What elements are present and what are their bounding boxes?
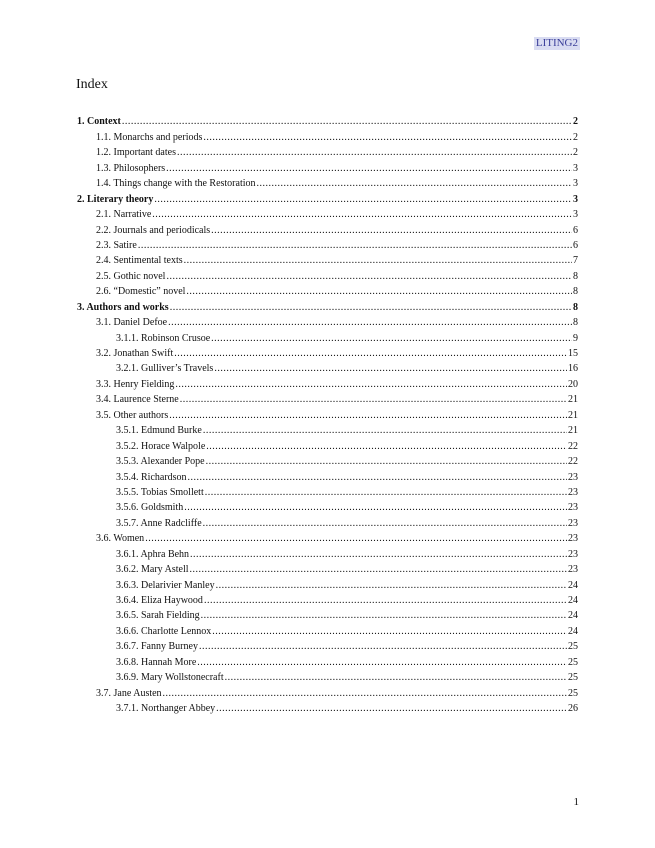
toc-entry-page-number: 8 xyxy=(573,301,578,313)
toc-entry-page-number: 8 xyxy=(573,317,578,329)
toc-entry-page-number: 16 xyxy=(568,363,578,375)
toc-dot-leader xyxy=(257,178,572,190)
toc-entry[interactable] xyxy=(77,391,578,406)
toc-dot-leader xyxy=(184,255,572,267)
toc-entry[interactable] xyxy=(77,113,578,128)
toc-entry-page-number: 3 xyxy=(573,193,578,205)
toc-dot-leader xyxy=(188,472,567,484)
toc-dot-leader xyxy=(201,610,567,622)
toc-dot-leader xyxy=(184,502,567,514)
toc-entry-page-number: 23 xyxy=(568,502,578,514)
toc-entry-title: 3.1. Daniel Defoe xyxy=(96,317,168,329)
toc-entry-title: 3.6.3. Delarivier Manley xyxy=(116,579,215,591)
toc-entry-title: 3.5. Other authors xyxy=(96,409,169,421)
toc-entry[interactable] xyxy=(77,345,578,360)
toc-entry[interactable] xyxy=(77,159,578,174)
toc-entry-page-number: 24 xyxy=(568,610,578,622)
toc-entry-title: 3.6.8. Hannah More xyxy=(116,656,197,668)
toc-entry[interactable] xyxy=(77,561,578,576)
toc-dot-leader xyxy=(169,410,567,422)
toc-entry-page-number: 24 xyxy=(568,579,578,591)
toc-dot-leader xyxy=(166,163,572,175)
toc-dot-leader xyxy=(163,688,567,700)
toc-dot-leader xyxy=(190,564,568,576)
toc-entry[interactable] xyxy=(77,267,578,282)
toc-entry-title: 3.6.5. Sarah Fielding xyxy=(116,610,200,622)
toc-entry-title: 3.6.6. Charlotte Lennox xyxy=(116,625,212,637)
header-tag: LITING2 xyxy=(535,37,578,49)
toc-dot-leader xyxy=(175,379,567,391)
toc-entry-page-number: 22 xyxy=(568,456,578,468)
toc-entry[interactable] xyxy=(77,684,578,699)
page-number: 1 xyxy=(573,796,579,808)
toc-entry-title: 3.2. Jonathan Swift xyxy=(96,348,174,359)
toc-entry-title: 3.7.1. Northanger Abbey xyxy=(116,703,216,715)
toc-entry-page-number: 23 xyxy=(568,533,578,545)
toc-entry-page-number: 3 xyxy=(573,209,578,221)
toc-entry[interactable] xyxy=(77,592,578,607)
toc-entry[interactable] xyxy=(77,700,578,715)
toc-entry-title: 1.2. Important dates xyxy=(96,147,176,159)
toc-entry-title: 3.6.7. Fanny Burney xyxy=(116,641,198,653)
page-title: Index xyxy=(76,77,108,92)
toc-entry-page-number: 25 xyxy=(568,656,578,668)
toc-entry[interactable] xyxy=(77,653,578,668)
toc-entry[interactable] xyxy=(77,545,578,560)
toc-dot-leader xyxy=(152,209,572,221)
toc-dot-leader xyxy=(122,116,572,128)
toc-dot-leader xyxy=(206,441,567,453)
toc-entry[interactable] xyxy=(77,190,578,205)
toc-entry[interactable] xyxy=(77,221,578,236)
toc-entry-title: 2.1. Narrative xyxy=(96,209,152,221)
toc-entry[interactable] xyxy=(77,329,578,344)
toc-dot-leader xyxy=(206,456,567,468)
toc-entry-page-number: 25 xyxy=(568,687,578,699)
toc-entry-title: 1.1. Monarchs and periods xyxy=(96,131,203,143)
toc-entry-title: 2. Literary theory xyxy=(77,193,154,205)
toc-entry-page-number: 23 xyxy=(568,486,578,498)
toc-dot-leader xyxy=(214,363,567,375)
toc-entry-page-number: 3 xyxy=(573,162,578,174)
toc-entry[interactable] xyxy=(77,669,578,684)
toc-entry-page-number: 7 xyxy=(573,255,578,267)
toc-dot-leader xyxy=(203,132,572,144)
toc-entry-page-number: 9 xyxy=(573,332,578,344)
toc-entry-page-number: 23 xyxy=(568,564,578,576)
toc-entry-title: 3.7. Jane Austen xyxy=(96,687,162,699)
toc-entry-page-number: 6 xyxy=(573,224,578,236)
toc-entry[interactable] xyxy=(77,437,578,452)
toc-entry-title: 3.5.7. Anne Radcliffe xyxy=(116,517,202,529)
toc-entry-page-number: 25 xyxy=(568,641,578,653)
toc-entry-page-number: 15 xyxy=(568,348,578,359)
toc-entry[interactable] xyxy=(77,175,578,190)
toc-entry-page-number: 20 xyxy=(568,378,578,390)
toc-entry[interactable] xyxy=(77,499,578,514)
toc-entry-title: 3.2.1. Gulliver’s Travels xyxy=(116,363,214,375)
toc-dot-leader xyxy=(205,487,567,499)
toc-dot-leader xyxy=(203,425,567,437)
toc-entry-title: 3.5.5. Tobias Smollett xyxy=(116,486,204,498)
toc-dot-leader xyxy=(166,271,572,283)
toc-entry[interactable] xyxy=(77,484,578,499)
toc-entry-page-number: 21 xyxy=(568,394,578,406)
toc-entry-page-number: 24 xyxy=(568,595,578,606)
toc-entry[interactable] xyxy=(77,406,578,421)
toc-dot-leader xyxy=(170,302,572,314)
toc-dot-leader xyxy=(154,194,572,206)
toc-entry-title: 3.1.1. Robinson Crusoe xyxy=(116,332,211,344)
toc-entry[interactable] xyxy=(77,237,578,252)
toc-entry[interactable] xyxy=(77,622,578,637)
toc-entry-page-number: 25 xyxy=(568,672,578,684)
toc-entry-title: 2.2. Journals and periodicals xyxy=(96,224,211,236)
toc-entry-title: 2.6. “Domestic” novel xyxy=(96,286,186,298)
toc-dot-leader xyxy=(225,672,567,684)
toc-dot-leader xyxy=(168,317,572,329)
toc-entry-title: 3.5.1. Edmund Burke xyxy=(116,425,202,437)
toc-entry-page-number: 23 xyxy=(568,548,578,560)
toc-entry-title: 3.5.4. Richardson xyxy=(116,471,187,483)
toc-entry-page-number: 3 xyxy=(573,178,578,190)
toc-entry[interactable] xyxy=(77,638,578,653)
toc-entry-page-number: 8 xyxy=(573,286,578,298)
toc-entry[interactable] xyxy=(77,514,578,529)
toc-dot-leader xyxy=(177,147,572,159)
toc-entry-page-number: 23 xyxy=(568,471,578,483)
toc-dot-leader xyxy=(180,394,567,406)
toc-entry[interactable] xyxy=(77,453,578,468)
toc-entry[interactable] xyxy=(77,360,578,375)
toc-entry-title: 3.6.4. Eliza Haywood xyxy=(116,595,203,606)
toc-entry-title: 1.4. Things change with the Restoration xyxy=(96,178,256,190)
toc-entry-title: 2.5. Gothic novel xyxy=(96,270,166,282)
toc-entry-page-number: 24 xyxy=(568,625,578,637)
toc-entry-title: 3.5.3. Alexander Pope xyxy=(116,456,205,468)
toc-entry[interactable] xyxy=(77,576,578,591)
toc-entry[interactable] xyxy=(77,283,578,298)
toc-dot-leader xyxy=(211,225,572,237)
toc-entry-page-number: 23 xyxy=(568,517,578,529)
toc-entry[interactable] xyxy=(77,375,578,390)
toc-dot-leader xyxy=(186,286,572,298)
toc-entry-title: 1. Context xyxy=(77,116,121,128)
toc-entry-title: 3.3. Henry Fielding xyxy=(96,378,175,390)
toc-dot-leader xyxy=(197,657,567,669)
toc-dot-leader xyxy=(212,626,567,638)
toc-entry-page-number: 2 xyxy=(573,116,578,128)
toc-entry[interactable] xyxy=(77,144,578,159)
toc-entry-title: 3.6.1. Aphra Behn xyxy=(116,548,190,560)
toc-entry[interactable] xyxy=(77,298,578,313)
toc-dot-leader xyxy=(199,641,567,653)
toc-entry-page-number: 26 xyxy=(568,703,578,715)
toc-dot-leader xyxy=(216,580,567,592)
toc-entry-page-number: 8 xyxy=(573,270,578,282)
toc-dot-leader xyxy=(190,549,567,561)
toc-dot-leader xyxy=(174,348,567,360)
toc-entry-title: 3.5.6. Goldsmith xyxy=(116,502,184,514)
toc-entry-title: 1.3. Philosophers xyxy=(96,162,166,174)
toc-entry-page-number: 2 xyxy=(573,131,578,143)
toc-dot-leader xyxy=(216,703,567,715)
toc-entry-title: 3.6.9. Mary Wollstonecraft xyxy=(116,672,224,684)
toc-entry[interactable] xyxy=(77,206,578,221)
toc-entry-title: 3.5.2. Horace Walpole xyxy=(116,440,206,452)
toc-entry-title: 3.4. Laurence Sterne xyxy=(96,394,179,406)
toc-entry[interactable] xyxy=(77,468,578,483)
toc-dot-leader xyxy=(138,240,572,252)
toc-entry-page-number: 6 xyxy=(573,239,578,251)
toc-entry-page-number: 2 xyxy=(573,147,578,159)
toc-entry[interactable] xyxy=(77,314,578,329)
toc-dot-leader xyxy=(145,533,567,545)
toc-entry-page-number: 22 xyxy=(568,440,578,452)
toc-entry-title: 3.6. Women xyxy=(96,533,145,545)
toc-entry[interactable] xyxy=(77,422,578,437)
toc-entry[interactable] xyxy=(77,128,578,143)
toc-entry-title: 2.3. Satire xyxy=(96,239,137,251)
toc-entry-page-number: 21 xyxy=(568,409,578,421)
toc-entry-page-number: 21 xyxy=(568,425,578,437)
toc-dot-leader xyxy=(204,595,567,607)
table-of-contents xyxy=(77,113,578,715)
toc-entry[interactable] xyxy=(77,252,578,267)
toc-entry-title: 3.6.2. Mary Astell xyxy=(116,564,189,576)
toc-entry-title: 3. Authors and works xyxy=(77,301,169,313)
toc-entry-title: 2.4. Sentimental texts xyxy=(96,255,183,267)
toc-dot-leader xyxy=(203,518,567,530)
toc-entry[interactable] xyxy=(77,530,578,545)
toc-entry[interactable] xyxy=(77,607,578,622)
toc-dot-leader xyxy=(211,333,572,345)
